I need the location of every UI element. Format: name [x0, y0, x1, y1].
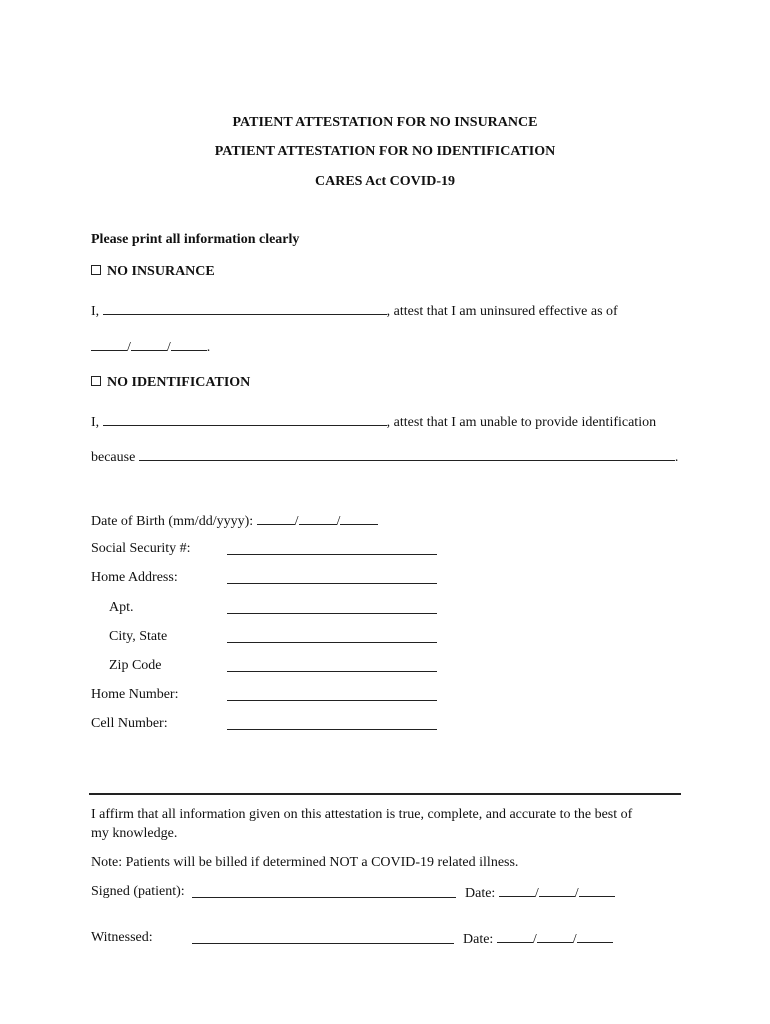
dob-year-field[interactable] [340, 512, 378, 525]
no-insurance-option[interactable] [91, 264, 215, 280]
because-end: . [674, 450, 679, 465]
witnessed-date-row [463, 930, 613, 948]
signed-label: Signed (patient): [91, 884, 185, 899]
ssn-field[interactable] [227, 554, 437, 555]
zip-code-field[interactable] [227, 671, 437, 672]
date-separator: / [166, 340, 171, 355]
witnessed-date-label: Date: [463, 932, 494, 947]
no-identification-name-field[interactable] [103, 413, 387, 426]
billing-note: Note: Patients will be billed if determined NOT a COVID-19 related illness. [91, 855, 519, 870]
no-insurance-date [91, 338, 210, 356]
no-insurance-prefix: I, [91, 304, 100, 319]
affirmation-line-2: my knowledge. [91, 826, 178, 841]
instructions: Please print all information clearly [91, 232, 300, 247]
no-insurance-year-field[interactable] [171, 338, 207, 351]
zip-code-label: Zip Code [109, 658, 162, 673]
no-insurance-day-field[interactable] [131, 338, 167, 351]
no-identification-suffix: , attest that I am unable to provide identification [386, 415, 657, 430]
city-state-field[interactable] [227, 642, 437, 643]
no-identification-label: NO IDENTIFICATION [107, 375, 251, 390]
home-number-field[interactable] [227, 700, 437, 701]
signed-month-field[interactable] [499, 884, 535, 897]
date-separator: / [572, 932, 577, 947]
date-separator: / [294, 514, 299, 529]
title-cares-act: CARES Act COVID-19 [315, 174, 455, 189]
no-identification-reason [91, 448, 678, 466]
home-number-label: Home Number: [91, 687, 179, 702]
section-divider [89, 793, 681, 795]
title-no-identification: PATIENT ATTESTATION FOR NO IDENTIFICATION [214, 144, 556, 159]
signed-year-field[interactable] [579, 884, 615, 897]
no-insurance-suffix: , attest that I am uninsured effective as of [386, 304, 618, 319]
witnessed-label: Witnessed: [91, 930, 153, 945]
date-separator: / [574, 886, 579, 901]
because-field[interactable] [139, 448, 675, 461]
city-state-label: City, State [109, 629, 168, 644]
no-identification-statement [91, 413, 656, 431]
affirmation-line-1: I affirm that all information given on this attestation is true, complete, and accurate to the best of [91, 807, 633, 822]
no-insurance-checkbox[interactable] [91, 265, 101, 275]
signed-date-label: Date: [465, 886, 496, 901]
no-insurance-label: NO INSURANCE [107, 264, 215, 279]
apt-field[interactable] [227, 613, 437, 614]
because-label: because [91, 450, 136, 465]
dob-row [91, 512, 378, 530]
witness-signature-field[interactable] [192, 943, 454, 944]
date-separator: / [127, 340, 131, 355]
no-identification-prefix: I, [91, 415, 100, 430]
cell-number-label: Cell Number: [91, 716, 168, 731]
title-no-insurance: PATIENT ATTESTATION FOR NO INSURANCE [232, 115, 538, 130]
witnessed-day-field[interactable] [537, 930, 573, 943]
ssn-label: Social Security #: [91, 541, 191, 556]
witnessed-month-field[interactable] [497, 930, 533, 943]
signed-date-row [465, 884, 615, 902]
no-insurance-month-field[interactable] [91, 338, 127, 351]
date-separator: / [336, 514, 341, 529]
dob-day-field[interactable] [299, 512, 337, 525]
no-identification-checkbox[interactable] [91, 376, 101, 386]
no-insurance-name-field[interactable] [103, 302, 387, 315]
address-field[interactable] [227, 583, 437, 584]
date-separator: / [534, 886, 539, 901]
dob-label: Date of Birth (mm/dd/yyyy): [91, 514, 254, 529]
no-identification-option[interactable] [91, 375, 250, 391]
address-label: Home Address: [91, 570, 178, 585]
date-end: . [206, 340, 211, 355]
no-insurance-statement [91, 302, 618, 320]
dob-month-field[interactable] [257, 512, 295, 525]
apt-label: Apt. [109, 600, 134, 615]
witnessed-year-field[interactable] [577, 930, 613, 943]
patient-signature-field[interactable] [192, 897, 456, 898]
signed-day-field[interactable] [539, 884, 575, 897]
cell-number-field[interactable] [227, 729, 437, 730]
date-separator: / [532, 932, 537, 947]
